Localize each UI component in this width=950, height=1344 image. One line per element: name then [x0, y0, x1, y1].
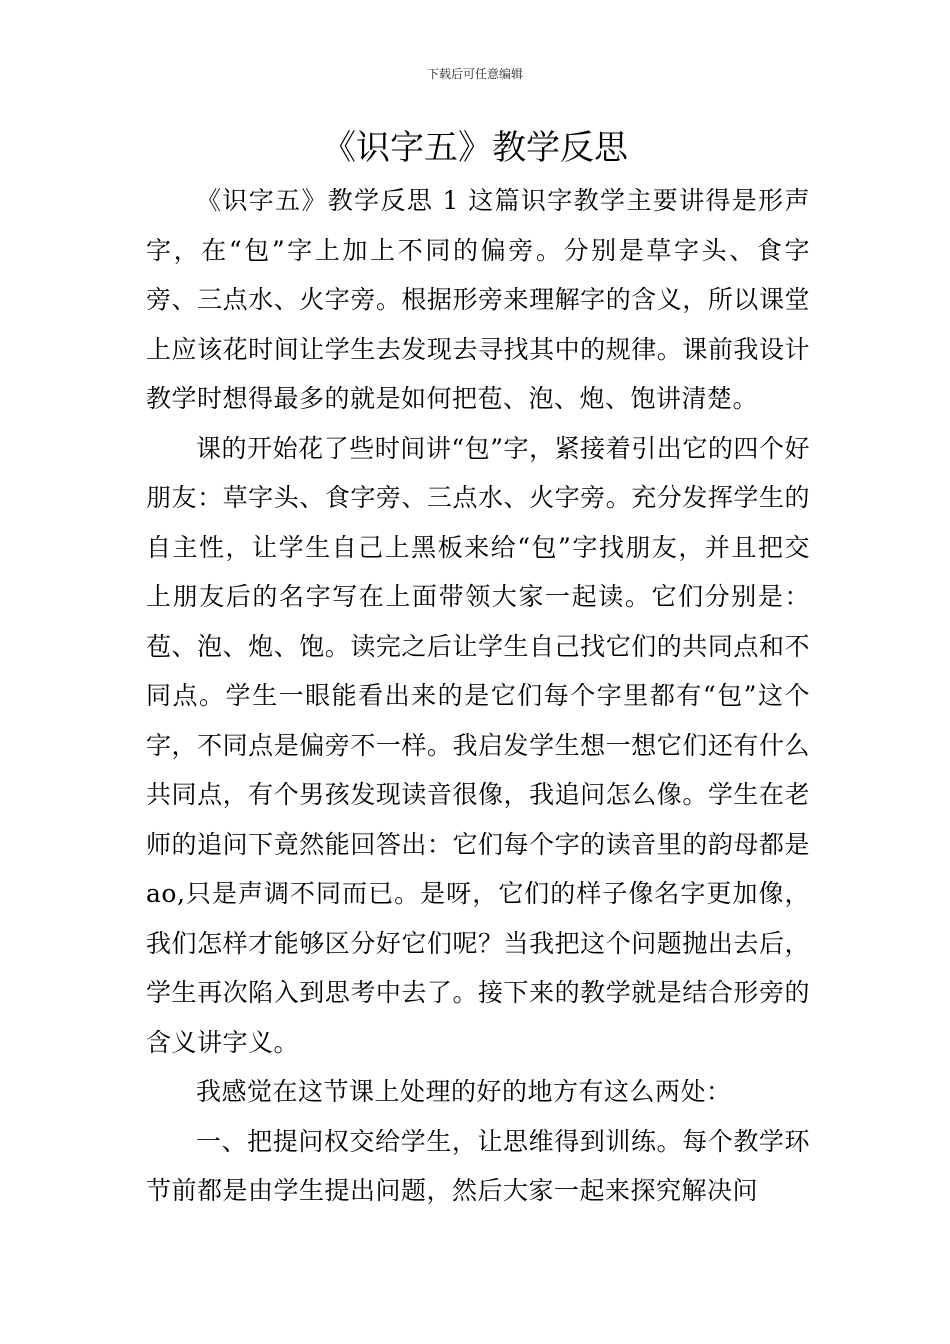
header-note: 下载后可任意编辑	[426, 67, 523, 81]
paragraph-2: 课的开始花了些时间讲“包”字，紧接着引出它的四个好朋友：草字头、食字旁、三点水、火字旁。充分发挥学生的自主性，让学生自己上黑板来给“包”字找朋友，并且把交上朋友后的名字写在上面带领大家一起读。它们分别是：苞、泡、炮、饱。读完之后让学生自己找它们的共同点和不同点。学生一眼能看出来的是它们每个字里都有“包”这个字，不同点是偏旁不一样。我启发学生想一想它们还有什么共同点，有个男孩发现读音很像，我追问怎么像。学生在老师的追问下竟然能回答出：它们每个字的读音里的韵母都是 ao,只是声调不同而已。是呀，它们的样子像名字更加像，我们怎样才能够区分好它们呢？当我把这个问题抛出去后，学生再次陷入到思考中去了。接下来的教学就是结合形旁的含义讲字义。	[146, 433, 810, 1057]
document-body	[146, 176, 810, 1216]
paragraph-3: 我感觉在这节课上处理的好的地方有这么两处：	[196, 1077, 732, 1106]
paragraph-4: 一、把提问权交给学生，让思维得到训练。每个教学环节前都是由学生提出问题，然后大家一起来探究解决问	[146, 1126, 810, 1205]
document-title: 《识字五》教学反思	[322, 128, 628, 168]
paragraph-1: 《识字五》教学反思 1 这篇识字教学主要讲得是形声字，在“包”字上加上不同的偏旁。分别是草字头、食字旁、三点水、火字旁。根据形旁来理解字的含义，所以课堂上应该花时间让学生去发现去寻找其中的规律。课前我设计教学时想得最多的就是如何把苞、泡、炮、饱讲清楚。	[146, 186, 810, 413]
